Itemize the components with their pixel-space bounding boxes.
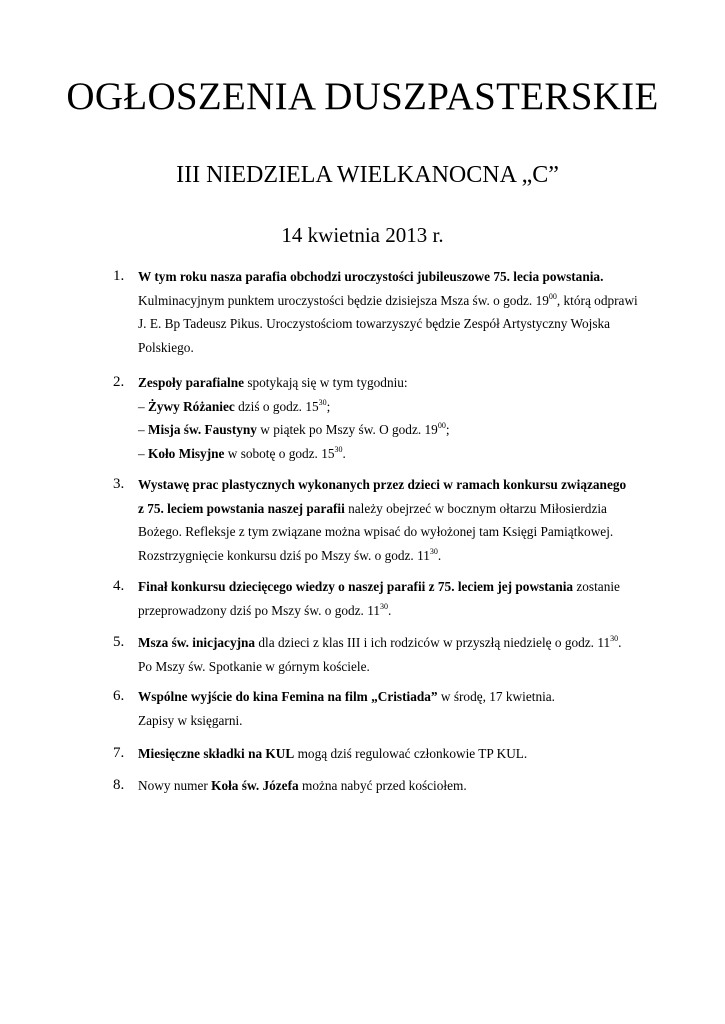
item-dash: – — [138, 398, 148, 414]
item-number: 6. — [113, 688, 125, 704]
item-line — [138, 631, 678, 655]
item-line — [138, 473, 678, 497]
item-body — [138, 631, 678, 678]
item-line — [138, 599, 678, 623]
page-subtitle: III NIEDZIELA WIELKANOCNA „C” — [176, 162, 559, 188]
item-text: przeprowadzony dziś po Mszy św. o godz. 11 — [138, 602, 380, 618]
item-line — [138, 395, 678, 419]
item-bold-text: Zespoły parafialne — [138, 375, 245, 390]
item-text: zostanie — [573, 579, 620, 594]
item-line — [138, 575, 678, 599]
item-text: w sobotę o godz. 15 — [224, 445, 335, 461]
item-dash: – — [138, 422, 148, 437]
item-line — [138, 442, 678, 466]
item-number: 2. — [113, 374, 125, 390]
item-line: Zapisy w księgarni. — [138, 712, 243, 728]
item-line — [138, 685, 678, 709]
item-line: Polskiego. — [138, 339, 194, 355]
item-number: 1. — [113, 268, 125, 284]
item-body — [138, 473, 678, 567]
item-dash: – — [138, 445, 148, 461]
item-line — [138, 544, 678, 568]
item-text: Kulminacyjnym punktem uroczystości będzie dzisiejsza Msza św. o godz. 19 — [138, 292, 549, 308]
item-superscript: 30 — [318, 397, 327, 407]
item-text: . — [437, 547, 442, 563]
item-body — [138, 371, 678, 465]
item-bold-text: Wspólne wyjście do kina Femina na film „Cristiada” — [138, 689, 438, 704]
item-number: 7. — [113, 745, 125, 761]
item-text: w środę, 17 kwietnia. — [437, 689, 556, 704]
item-text: dziś o godz. 15 — [234, 398, 319, 414]
item-text: , którą odprawi — [556, 292, 638, 308]
item-line — [138, 497, 678, 521]
item-text: mogą dziś regulować członkowie TP KUL. — [294, 746, 528, 761]
item-text: w piątek po Mszy św. O godz. 19 — [256, 422, 438, 437]
item-text: . — [342, 445, 346, 461]
item-bold-text: Koła św. Józefa — [211, 778, 299, 793]
item-text: . — [388, 602, 392, 618]
item-bold-text: Żywy Różaniec — [147, 398, 235, 414]
item-bold-text: Finał konkursu dziecięcego wiedzy o naszej parafii z 75. leciem jej powstania — [138, 579, 574, 594]
item-line: Bożego. Refleksje z tym związane można wpisać do wyłożonej tam Księgi Pamiątkowej. — [138, 524, 614, 539]
item-superscript: 00 — [548, 291, 557, 301]
item-line — [138, 289, 678, 313]
item-body — [138, 774, 678, 798]
item-body — [138, 685, 678, 732]
item-text: dla dzieci z klas III i ich rodziców w przyszłą niedzielę o godz. 11 — [255, 635, 611, 650]
item-body — [138, 265, 678, 359]
item-bold-text: Misja św. Faustyny — [147, 422, 257, 437]
item-body — [138, 742, 678, 766]
item-superscript: 30 — [610, 634, 619, 643]
item-text: ; — [445, 422, 450, 437]
item-number: 4. — [113, 578, 125, 594]
item-bold-text: Wystawę prac plastycznych wykonanych przez dzieci w ramach konkursu związanego — [138, 477, 627, 492]
item-text: Rozstrzygnięcie konkursu dziś po Mszy św. o godz. 11 — [138, 547, 430, 563]
page-date: 14 kwietnia 2013 r. — [281, 223, 444, 247]
item-line: Po Mszy św. Spotkanie w górnym kościele. — [138, 658, 370, 674]
item-line — [138, 265, 678, 289]
item-superscript: 30 — [334, 444, 343, 454]
item-bold-text: z 75. leciem powstania naszej parafii — [138, 500, 345, 516]
item-bold-text: Miesięczne składki na KUL — [138, 746, 295, 761]
item-text: spotykają się w tym tygodniu: — [244, 375, 408, 390]
item-line — [138, 371, 678, 395]
item-bold-text: W tym roku nasza parafia obchodzi uroczystości jubileuszowe 75. lecia powstania. — [138, 269, 604, 284]
item-superscript: 00 — [437, 421, 446, 430]
item-text: Nowy numer — [138, 778, 212, 793]
item-superscript: 30 — [380, 601, 388, 611]
page-title: OGŁOSZENIA DUSZPASTERSKIE — [66, 75, 659, 118]
item-body — [138, 575, 678, 622]
item-bold-text: Koło Misyjne — [147, 445, 225, 461]
item-text: ; — [326, 398, 331, 414]
item-line — [138, 418, 678, 442]
item-line — [138, 742, 678, 766]
item-text: . — [618, 635, 622, 650]
item-line — [138, 774, 678, 798]
item-number: 5. — [113, 634, 125, 650]
item-line: J. E. Bp Tadeusz Pikus. Uroczystościom towarzyszyć będzie Zespół Artystyczny Wojska — [138, 316, 611, 331]
item-text: należy obejrzeć w bocznym ołtarzu Miłosierdzia — [344, 500, 607, 516]
item-bold-text: Msza św. inicjacyjna — [138, 635, 256, 650]
item-text: można nabyć przed kościołem. — [298, 778, 467, 793]
item-number: 3. — [113, 476, 125, 492]
item-number: 8. — [113, 777, 125, 793]
item-superscript: 30 — [429, 546, 438, 556]
